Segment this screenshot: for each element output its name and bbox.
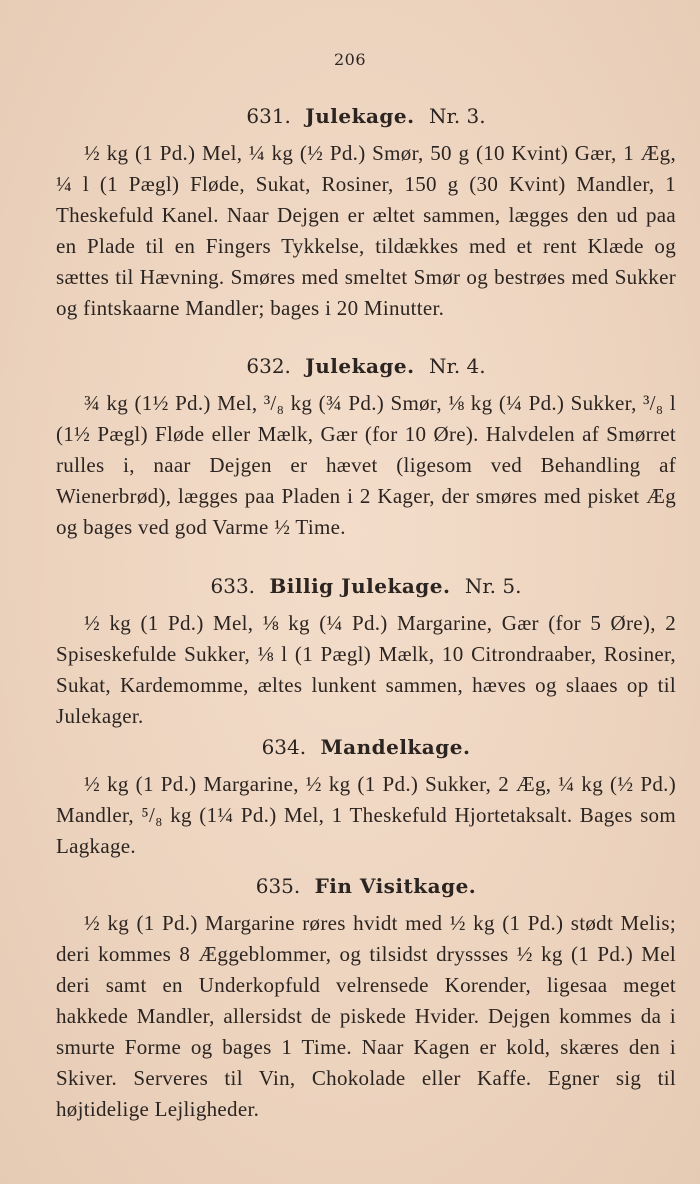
- recipe-633: [56, 572, 676, 732]
- recipe-634: [56, 733, 676, 862]
- recipe-title: Billig Julekage.: [269, 574, 451, 598]
- recipe-variant: Nr. 3.: [428, 104, 486, 128]
- recipe-text: ½ kg (1 Pd.) Mel, ¼ kg (½ Pd.) Smør, 50 g (10 Kvint) Gær, 1 Æg, ¼ l (1 Pægl) Fløde, Sukat, Rosiner, 150 g (30 Kvint) Mandler, 1 Theskefuld Kanel. Naar Dejgen er æltet sammen, lægges den ud paa en Plade til en Fingers Tykkelse, tildækkes med et rent Klæde og sættes til Hævning. Smøres med smeltet Smør og bestrøes med Sukker og fintskaarne Mandler; bages i 20 Minutter.: [56, 141, 676, 320]
- recipe-title: Julekage.: [305, 104, 415, 128]
- recipe-632: [56, 352, 676, 543]
- recipe-number: 635.: [255, 874, 301, 898]
- recipe-heading: [56, 872, 676, 900]
- recipe-number: 634.: [261, 735, 307, 759]
- recipe-variant: Nr. 5.: [464, 574, 522, 598]
- recipe-heading: [56, 352, 676, 380]
- recipe-title: Mandelkage.: [320, 735, 471, 759]
- recipe-heading: [56, 102, 676, 130]
- recipe-635: [56, 872, 676, 1125]
- recipe-heading: [56, 572, 676, 600]
- recipe-text: ½ kg (1 Pd.) Margarine røres hvidt med ½ kg (1 Pd.) stødt Melis; deri kommes 8 Æggeblommer, og tilsidst dryssses ½ kg (1 Pd.) Mel deri samt en Underkopfuld velrensede Korender, ligesaa meget hakkede Mandler, allersidst de piskede Hvider. Dejgen kommes da i smurte Forme og bages 1 Time. Naar Kagen er kold, skæres den i Skiver. Serveres til Vin, Chokolade eller Kaffe. Egner sig til højtidelige Lejligheder.: [56, 911, 676, 1121]
- recipe-number: 633.: [210, 574, 256, 598]
- recipe-text: ½ kg (1 Pd.) Mel, ⅛ kg (¼ Pd.) Margarine, Gær (for 5 Øre), 2 Spiseskefulde Sukker, ⅛ l (1 Pægl) Mælk, 10 Citrondraaber, Rosiner, Sukat, Kardemomme, æltes lunkent sammen, hæves og slaaes op til Julekager.: [56, 611, 676, 728]
- recipe-title: Julekage.: [305, 354, 415, 378]
- recipe-text: ½ kg (1 Pd.) Margarine, ½ kg (1 Pd.) Sukker, 2 Æg, ¼ kg (½ Pd.) Mandler, ⁵/₈ kg (1¼ Pd.) Mel, 1 Theskefuld Hjortetaksalt. Bages som Lagkage.: [56, 772, 676, 858]
- recipe-title: Fin Visitkage.: [314, 874, 477, 898]
- recipe-631: [56, 102, 676, 324]
- page-number: 206: [333, 50, 367, 69]
- recipe-variant: Nr. 4.: [428, 354, 486, 378]
- recipe-heading: [56, 733, 676, 761]
- recipe-number: 632.: [246, 354, 291, 378]
- recipe-text: ¾ kg (1½ Pd.) Mel, ³/₈ kg (¾ Pd.) Smør, ⅛ kg (¼ Pd.) Sukker, ³/₈ l (1½ Pægl) Fløde eller Mælk, Gær (for 10 Øre). Halvdelen af Smørret rulles i, naar Dejgen er hævet (ligesom ved Behandling af Wienerbrød), lægges paa Pladen i 2 Kager, der smøres med pisket Æg og bages ved god Varme ½ Time.: [56, 391, 676, 539]
- recipe-number: 631.: [246, 104, 291, 128]
